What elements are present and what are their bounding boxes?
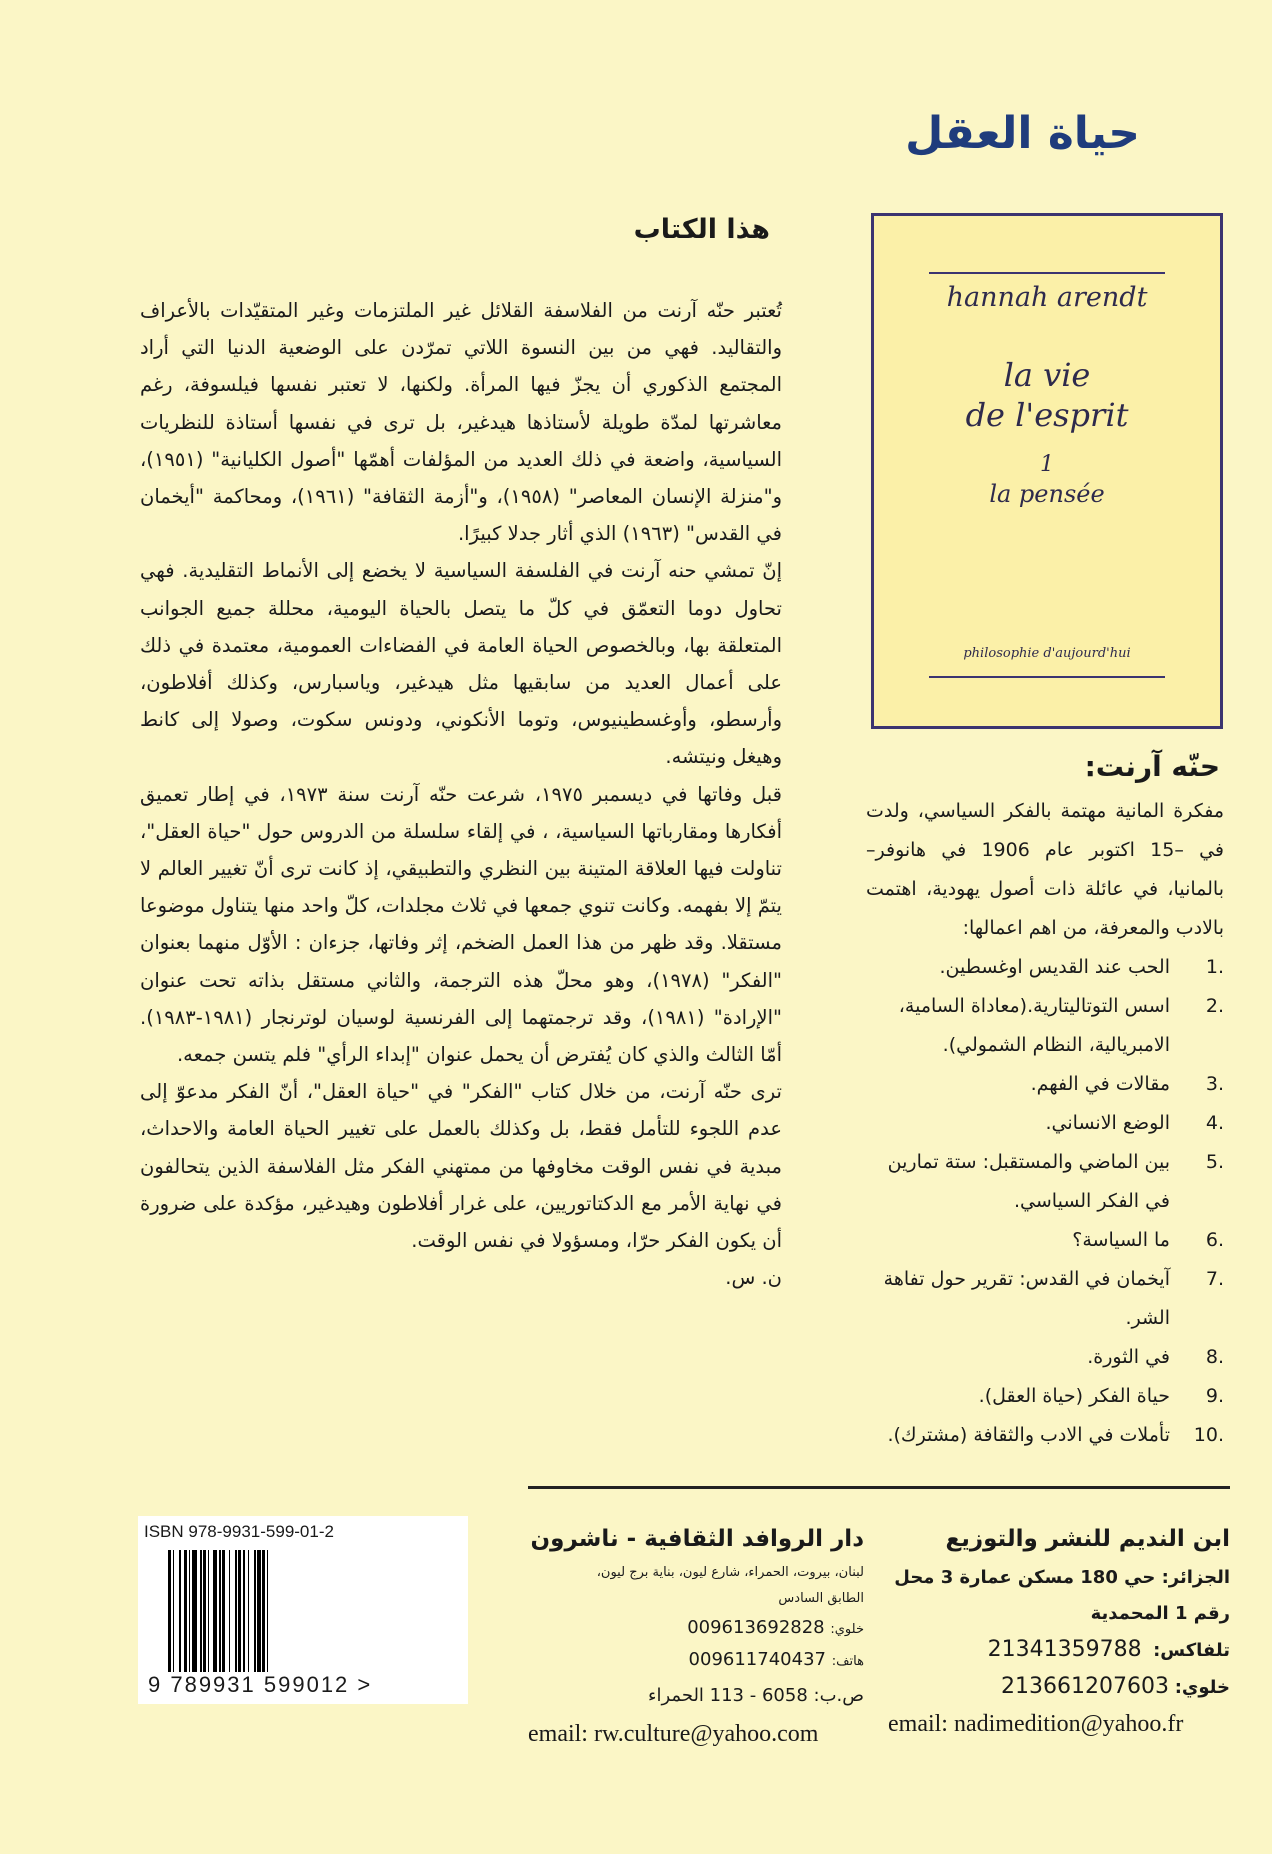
work-title: ما السياسة؟ (1072, 1229, 1170, 1251)
publisher-name: ابن النديم للنشر والتوزيع (945, 1526, 1230, 1552)
phone-number: 009611740437 (688, 1649, 826, 1670)
mobile-number: 009613692828 (687, 1617, 825, 1638)
work-title: الوضع الانساني. (1045, 1112, 1170, 1134)
fax-label: تلفاكس: (1153, 1640, 1230, 1661)
book-title: حياة العقل (905, 108, 1140, 159)
work-number: 9. (1205, 1385, 1224, 1407)
work-title: حياة الفكر (حياة العقل). (978, 1385, 1170, 1407)
publisher-lebanon (528, 1518, 864, 1752)
work-item (866, 1065, 1224, 1104)
work-number: 2. (1205, 995, 1224, 1017)
author-bio (866, 792, 1224, 1455)
mobile-label: خلوي: (830, 1622, 864, 1637)
barcode-digits: 9 789931 599012 > (148, 1672, 373, 1697)
cover-rule (929, 676, 1165, 678)
work-number: 5. (1205, 1151, 1224, 1173)
work-item (866, 987, 1224, 1065)
work-item (866, 1338, 1224, 1377)
work-title: في الثورة. (1087, 1346, 1170, 1368)
about-paragraph: قبل وفاتها في ديسمبر ١٩٧٥، شرعت حنّه آرنت سنة ١٩٧٣، في إطار تعميق أفكارها ومقارباتها السياسية، ، في إلقاء سلسلة من الدروس حول "حياة العقل"، تناولت فيها العلاقة المتينة بين النظري والتطبيقي، إذ كانت ترى أنّ تغيير العالم لا يتمّ إلا بفهمه. وكانت تنوي جمعها في ثلاث مجلدات، كلّ واحد منها يتناول موضوعا مستقلا. وقد ظهر من هذا العمل الضخم، إثر وفاتها، جزءان : الأوّل منهما بعنوان "الفكر" (١٩٧٨)، وهو محلّ هذه الترجمة، والثاني مستقل بذاته تحت عنوان "الإرادة" (١٩٨١)، وقد ترجمتهما إلى الفرنسية لوسيان لوترنجار (١٩٨١-١٩٨٣). أمّا الثالث والذي كان يُفترض أن يحمل عنوان "إبداء الرأي" فلم يتسن جمعه. (140, 782, 783, 1067)
cover-series: philosophie d'aujourd'hui (963, 646, 1131, 661)
work-item (866, 1416, 1224, 1455)
mobile-number: 213661207603 (1000, 1674, 1169, 1699)
cover-subtitle: la pensée (989, 480, 1105, 508)
work-item (866, 1221, 1224, 1260)
isbn: ISBN 978-9931-599-01-2 (144, 1522, 334, 1541)
publisher-address: لبنان، بيروت، الحمراء، شارع ليون، بناية برج ليون، (596, 1565, 864, 1580)
cover-volume: 1 (1040, 452, 1054, 477)
work-title: آيخمان في القدس: تقرير حول تفاهة الشر. (883, 1268, 1170, 1329)
signature: ن. س. (725, 1266, 782, 1290)
cover-title-line2: de l'esprit (965, 396, 1129, 434)
works-list (866, 948, 1224, 1455)
publisher-address: الجزائر: حي 180 مسكن عمارة 3 محل (894, 1567, 1230, 1588)
work-title: بين الماضي والمستقبل: ستة تمارين في الفكر السياسي. (887, 1151, 1170, 1212)
publisher-address: رقم 1 المحمدية (1090, 1603, 1230, 1624)
work-number: 7. (1205, 1268, 1224, 1290)
work-number: 8. (1205, 1346, 1224, 1368)
work-number: 6. (1205, 1229, 1224, 1251)
work-item (866, 1377, 1224, 1416)
about-heading: هذا الكتاب (633, 214, 770, 245)
about-text (140, 292, 782, 1296)
cover-title-line1: la vie (1003, 356, 1091, 394)
work-item (866, 1104, 1224, 1143)
publisher-name: دار الروافد الثقافية - ناشرون (530, 1526, 864, 1552)
publisher-email[interactable]: email: rw.culture@yahoo.com (528, 1721, 819, 1747)
work-title: مقالات في الفهم. (1030, 1073, 1170, 1095)
barcode-bar (268, 1550, 271, 1672)
fax-number: 21341359788 (987, 1637, 1142, 1662)
cover-rule (929, 272, 1165, 274)
barcode (138, 1516, 468, 1704)
about-paragraph: إنّ تمشي حنه آرنت في الفلسفة السياسية لا يخضع إلى الأنماط التقليدية. فهي تحاول دوما التعمّق في كلّ ما يتصل بالحياة اليومية، محللة جميع الجوانب المتعلقة بها، وبالخصوص الحياة العامة في الفضاءات العمومية، معتمدة في ذلك على أعمال العديد من سابقيها مثل هيدغير، وياسبارس، وكذلك أفلاطون، وأرسطو، وأوغسطينيوس، وتوما الأنكوني، ودونس سكوت، وصولا إلى كانط وهيغل ونيتشه. (140, 559, 782, 769)
work-item (866, 1260, 1224, 1338)
cover-author: hannah arendt (946, 282, 1148, 313)
publisher-address: الطابق السادس (778, 1591, 864, 1606)
work-title: الحب عند القديس اوغسطين. (939, 956, 1170, 978)
about-paragraph: تُعتبر حنّه آرنت من الفلاسفة القلائل غير الملتزمات وغير المتقيّدات بالأعراف والتقاليد. فهي من بين النسوة اللاتي تمرّدن على الوضعية الدنيا التي أراد المجتمع الذكوري أن يجزّ فيها المرأة. ولكنها، لا تعتبر نفسها فيلسوفة، رغم معاشرتها لمدّة طويلة لأستاذها هيدغير، بل ترى في نفسها أستاذة للنظريات السياسية، واضعة في ذلك العديد من المؤلفات أهمّها "أصول الكليانية" (١٩٥١)، و"منزلة الإنسان المعاصر" (١٩٥٨)، و"أزمة الثقافة" (١٩٦١)، ومحاكمة "أيخمان في القدس" (١٩٦٣) الذي أثار جدلا كبيرًا. (140, 299, 782, 546)
about-paragraph: ترى حنّه آرنت، من خلال كتاب "الفكر" في "حياة العقل"، أنّ الفكر مدعوّ إلى عدم اللجوء للتأمل فقط، بل وكذلك بالعمل على تغيير الحياة العامة والاحداث، مبدية في نفس الوقت مخاوفها من ممتهني الفكر مثل الفلاسفة الذين يتحالفون في نهاية الأمر مع الدكتاتوريين، على غرار أفلاطون وهيدغير، مؤكدة على ضرورة أن يكون الفكر حرّا، ومسؤولا في نفس الوقت. (140, 1080, 782, 1253)
publisher-algeria (888, 1518, 1230, 1742)
bio-heading: حنّه آرنت: (1084, 750, 1220, 783)
work-number: 3. (1205, 1073, 1224, 1095)
barcode-bars (168, 1550, 388, 1672)
work-item (866, 948, 1224, 987)
work-item (866, 1143, 1224, 1221)
phone-label: هاتف: (831, 1654, 864, 1669)
work-number: 10. (1193, 1424, 1224, 1446)
mobile-label: خلوي: (1174, 1677, 1230, 1698)
work-title: تأملات في الادب والثقافة (مشترك). (887, 1424, 1170, 1446)
po-box: ص.ب: 6058 - 113 الحمراء (648, 1685, 864, 1706)
work-number: 4. (1205, 1112, 1224, 1134)
publisher-email[interactable]: email: nadimedition@yahoo.fr (888, 1711, 1184, 1737)
work-number: 1. (1205, 956, 1224, 978)
footer-divider (528, 1486, 1230, 1489)
original-cover-image (871, 213, 1223, 729)
bio-text: مفكرة المانية مهتمة بالفكر السياسي، ولدت في –15 اكتوبر عام 1906 في هانوفر– بالمانيا، في عائلة ذات أصول يهودية، اهتمت بالادب والمعرفة، من اهم اعمالها: (866, 800, 1224, 939)
work-title: اسس التوتاليتارية.(معاداة السامية، الامبريالية، النظام الشمولي). (898, 995, 1170, 1056)
